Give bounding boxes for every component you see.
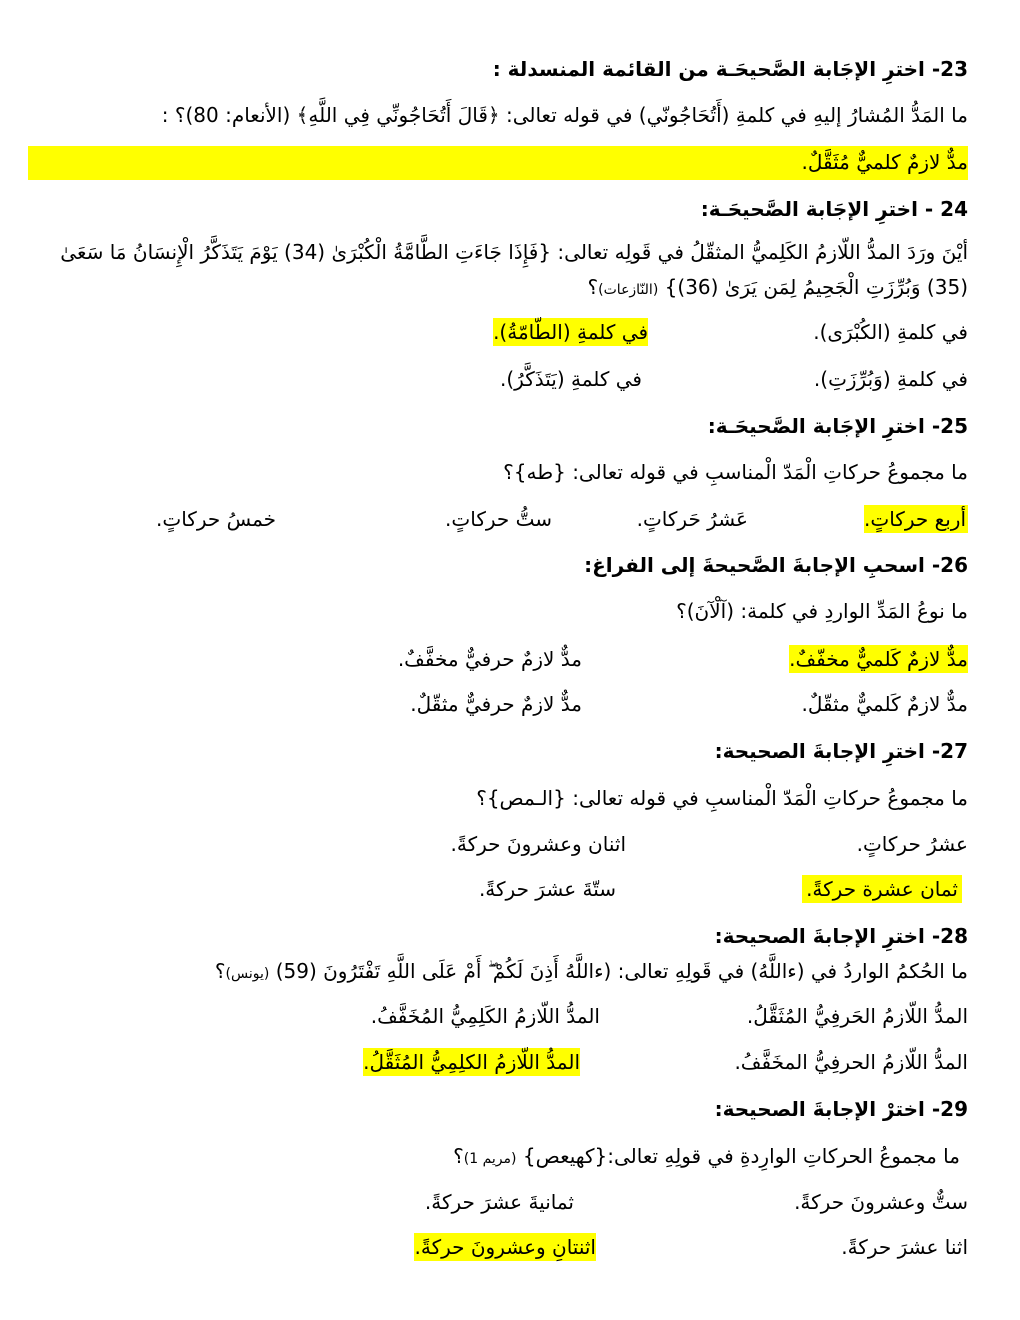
q29-heading: 29- اخترْ الإجابةَ الصحيحة:: [714, 1097, 968, 1121]
q23-question: ما المَدُّ المُشارُ إليهِ في كلمةِ (أَتُحَاجُونّي) في قوله تعالى: ﴿قَالَ أَتُحَاجُونِّي فِي اللَّهِ﴾ (الأنعام: 80)؟ :: [161, 103, 968, 127]
q24-option-3[interactable]: في كلمةِ (وَبُرِّزَتِ).: [813, 367, 968, 391]
q27-heading: 27- اخترِ الإجابةَ الصحيحة:: [714, 739, 968, 763]
q28-question-ref: (يونس): [225, 966, 270, 982]
q24-heading: 24 - اخترِ الإجَابة الصَّحيحَـة:: [700, 197, 968, 221]
q29-question-text: ما مجموعُ الحركاتِ الوارِدةِ في قولِهِ تعالى:{كهيعص}: [522, 1144, 960, 1168]
q28-option-3[interactable]: المدُّ اللّازمُ الحرفِيُّ المخَفَّفُ.: [734, 1050, 968, 1074]
q26-option-3[interactable]: مدٌّ لازمٌ كَلميٌّ مثقّلٌ.: [801, 692, 968, 716]
q29-question-ref: (مريم 1): [463, 1151, 517, 1167]
q28-question-end: ؟: [214, 959, 226, 983]
q27-option-1[interactable]: عشرُ حركاتٍ.: [856, 832, 968, 856]
q27-question: ما مجموعُ حركاتِ الْمَدّ الْمناسبِ في قوله تعالى: {الـمص}؟: [476, 786, 968, 810]
q27-option-3[interactable]: ثمان عشرة حركةً.: [802, 875, 962, 903]
q24-option-2[interactable]: في كلمةِ (الطّامّةُ).: [493, 320, 648, 344]
q27-option-2[interactable]: اثنان وعشرونَ حركةً.: [450, 832, 626, 856]
q29-question-end: ؟: [453, 1144, 464, 1168]
q25-option-1[interactable]: أربع حركاتٍ.: [864, 507, 966, 531]
q29-option-1[interactable]: ستٌّ وعشرونَ حركةً.: [794, 1190, 968, 1214]
q28-question-text: ما الحُكمُ الواردُ في (ءاللَّهُ) في قَولِهِ تعالى: (ءاللَّهُ أَذِنَ لَكُمْ ۖ أَمْ عَلَى اللَّهِ تَفْتَرُونَ (59): [275, 959, 968, 983]
q28-heading: 28- اخترِ الإجابةَ الصحيحة:: [714, 924, 968, 948]
q24-question-ref: (النّازعات): [598, 282, 659, 298]
q28-option-2[interactable]: المدُّ اللّازمُ الكَلِمِيُّ المُخَفَّفُ.: [370, 1004, 600, 1028]
q25-option-3[interactable]: ستُّ حركاتٍ.: [445, 507, 552, 531]
q23-answer: مدٌّ لازمٌ كلميٌّ مُثَقَّلٌ.: [801, 150, 968, 174]
q24-question-end: ؟: [587, 275, 599, 299]
q26-heading: 26- اسحبِ الإجابةَ الصَّحيحةَ إلى الفراغ:: [584, 553, 968, 577]
q27-option-4[interactable]: ستّةَ عشرَ حركةً.: [478, 877, 616, 901]
q23-heading: 23- اخترِ الإجَابة الصَّحيحَـة من القائمة المنسدلة :: [492, 57, 968, 81]
q29-option-2[interactable]: ثمانيةَ عشرَ حركةً.: [424, 1190, 574, 1214]
q24-option-1[interactable]: في كلمةِ (الكُبْرَى).: [813, 320, 968, 344]
q25-heading: 25- اخترِ الإجَابة الصَّحيحَـة:: [707, 414, 968, 438]
q28-option-4[interactable]: المدُّ اللّازمُ الكلِمِيُّ المُثَقَّلُ.: [363, 1050, 580, 1074]
q26-option-1[interactable]: مدٌّ لازمٌ كَلميٌّ مخفّفٌ.: [789, 647, 968, 671]
q29-question: [453, 1142, 960, 1173]
q28-option-1[interactable]: المدُّ اللّازمُ الحَرفِيُّ المُثَقَّلُ.: [746, 1004, 968, 1028]
q26-option-4[interactable]: مدٌّ لازمٌ حرفيٌّ مثقّلٌ.: [410, 692, 582, 716]
q24-question-line2: [588, 273, 968, 304]
q24-question-line1: أيْنَ ورَدَ المدُّ اللّازمُ الكَلِميُّ المثقّلُ في قَولِه تعالى: {فَإِذَا جَاءَتِ الطَّامَّةُ الْكُبْرَىٰ (34) يَوْمَ يَتَذَكَّرُ الْإِنسَانُ مَا سَعَىٰ: [60, 240, 968, 264]
q28-question: [215, 957, 968, 988]
q23-answer-highlight: [28, 146, 968, 180]
q25-option-2[interactable]: عَشرُ حَركاتٍ.: [636, 507, 748, 531]
q29-option-3[interactable]: اثنا عشرَ حركةً.: [841, 1235, 968, 1259]
q24-question-verses: (35) وَبُرِّزَتِ الْجَحِيمُ لِمَن يَرَىٰ (36)}: [664, 275, 968, 299]
q25-option-4[interactable]: خمسُ حركاتٍ.: [156, 507, 276, 531]
q24-option-4[interactable]: في كلمةِ (يَتَذَكَّرُ).: [500, 367, 642, 391]
q26-question: ما نوعُ المَدِّ الواردِ في كلمة: (آلْآنَ)؟: [676, 599, 968, 623]
q26-option-2[interactable]: مدٌّ لازمٌ حرفيٌّ مخفَّفٌ.: [397, 647, 582, 671]
q29-option-4[interactable]: اثنتانِ وعشرونَ حركةً.: [414, 1235, 596, 1259]
q25-question: ما مجموعُ حركاتِ الْمَدّ الْمناسبِ في قوله تعالى: {طه}؟: [503, 460, 968, 484]
